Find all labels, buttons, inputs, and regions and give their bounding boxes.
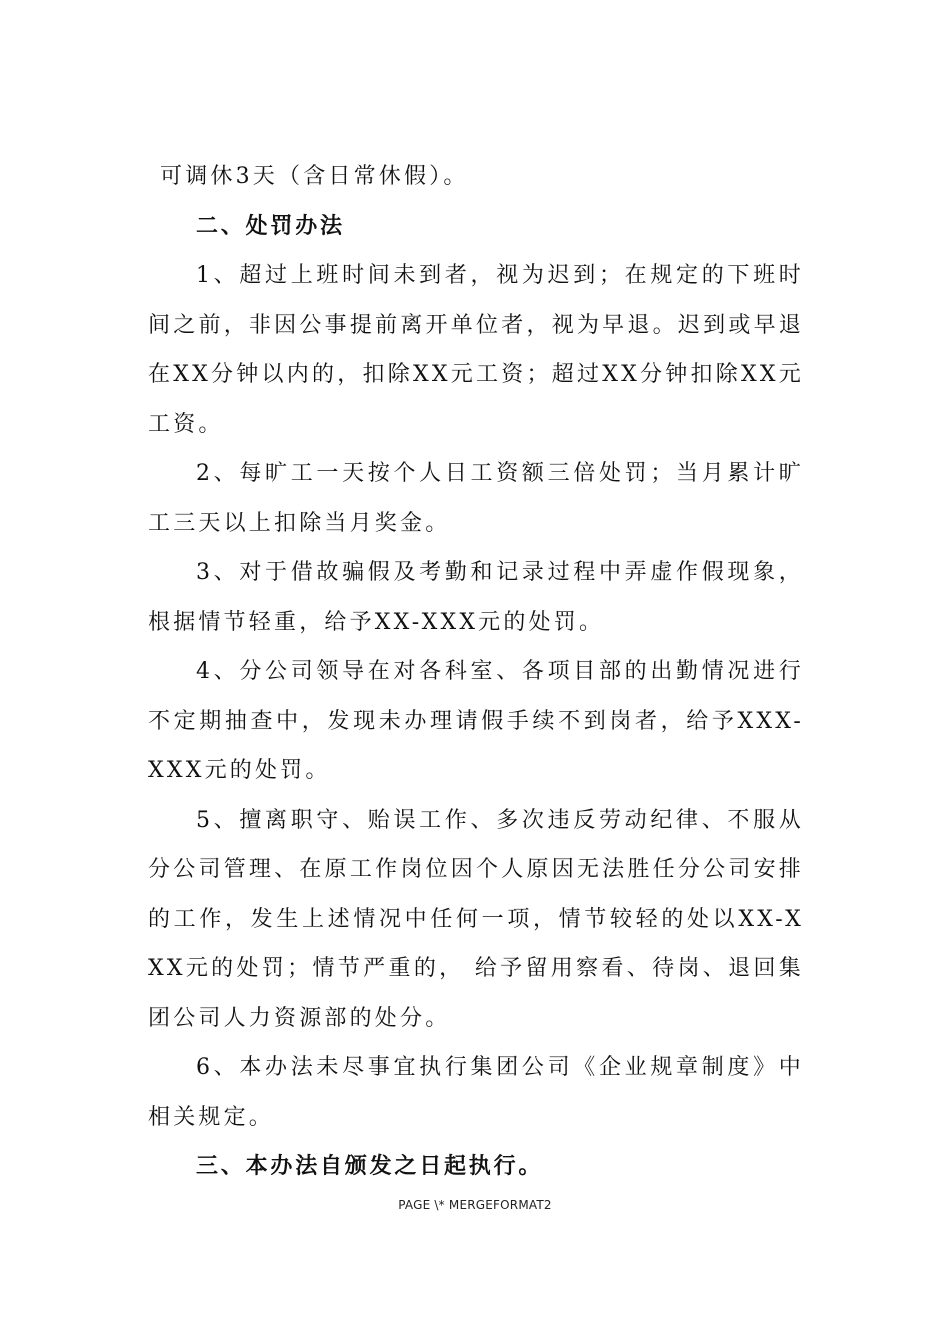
clause-2-absenteeism: 2、每旷工一天按个人日工资额三倍处罚；当月累计旷工三天以上扣除当月奖金。 <box>148 461 804 536</box>
clause-1-late-early: 1、超过上班时间未到者，视为迟到；在规定的下班时间之前，非因公事提前离开单位者，视为早退。迟到或早退在XX分钟以内的，扣除XX元工资；超过XX分钟扣除XX元工资。 <box>148 263 804 437</box>
clause-6-other-rules: 6、本办法未尽事宜执行集团公司《企业规章制度》中相关规定。 <box>148 1055 804 1130</box>
section-heading-penalties: 二、处罚办法 <box>196 212 345 239</box>
page-footer-field: PAGE \* MERGEFORMAT2 <box>398 1198 552 1212</box>
document-body <box>148 152 804 1192</box>
clause-4-spot-check: 4、分公司领导在对各科室、各项目部的出勤情况进行不定期抽查中，发现未办理请假手续不到岗者，给予XXX-XXX元的处罚。 <box>148 659 804 783</box>
clause-3-fraud: 3、对于借故骗假及考勤和记录过程中弄虚作假现象，根据情节轻重，给予XX-XXX元的处罚。 <box>148 560 804 635</box>
section-heading-effective: 三、本办法自颁发之日起执行。 <box>196 1153 544 1179</box>
clause-5-misconduct: 5、擅离职守、贻误工作、多次违反劳动纪律、不服从分公司管理、在原工作岗位因个人原因无法胜任分公司安排的工作，发生上述情况中任何一项，情节较轻的处以XX-XXX元的处罚；情节严重的， 给予留用察看、待岗、退回集团公司人力资源部的处分。 <box>148 807 804 1031</box>
paragraph-continuation: 可调休3天（含日常休假）。 <box>160 164 469 189</box>
